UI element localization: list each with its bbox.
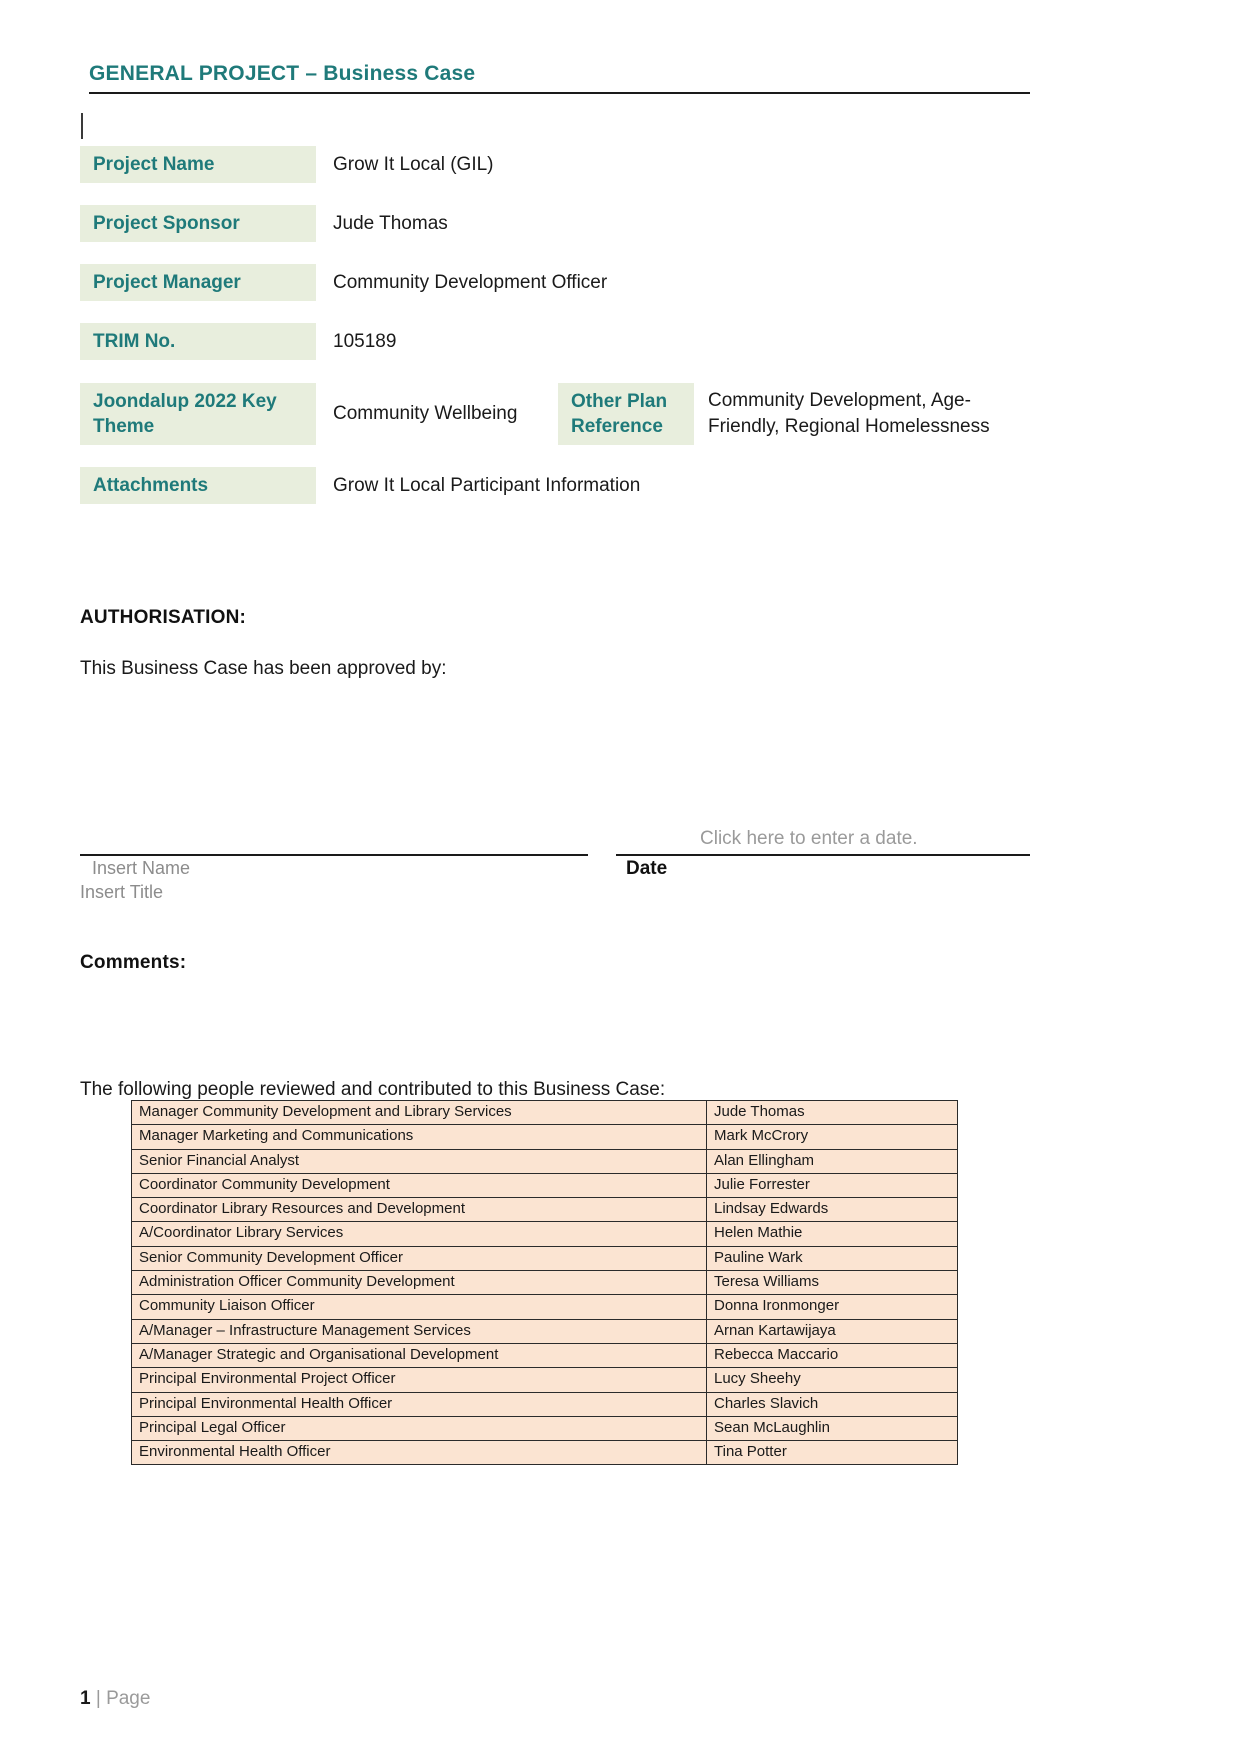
reviewer-role-cell: Coordinator Library Resources and Development xyxy=(132,1198,707,1222)
project-info-table xyxy=(80,146,1040,526)
info-label-key-theme: Joondalup 2022 Key Theme xyxy=(80,383,316,445)
table-row xyxy=(132,1125,958,1149)
table-row xyxy=(132,1222,958,1246)
info-row-attachments xyxy=(80,467,1040,504)
table-row xyxy=(132,1173,958,1197)
text-caret xyxy=(81,113,83,139)
info-label-project-name: Project Name xyxy=(80,146,316,183)
reviewer-role-cell: Senior Financial Analyst xyxy=(132,1149,707,1173)
reviewer-person-cell: Lucy Sheehy xyxy=(707,1368,958,1392)
reviewer-role-cell: A/Manager Strategic and Organisational Development xyxy=(132,1343,707,1367)
table-row xyxy=(132,1368,958,1392)
approved-by-text: This Business Case has been approved by: xyxy=(80,658,447,679)
insert-title-placeholder[interactable]: Insert Title xyxy=(80,882,164,902)
info-row-project-name xyxy=(80,146,1040,183)
info-row-trim-no xyxy=(80,323,1040,360)
authorisation-heading: AUTHORISATION: xyxy=(80,607,247,628)
info-label-other-plan-reference: Other Plan Reference xyxy=(558,383,694,445)
info-row-project-manager xyxy=(80,264,1040,301)
reviewer-person-cell: Charles Slavich xyxy=(707,1392,958,1416)
table-row xyxy=(132,1271,958,1295)
table-row xyxy=(132,1343,958,1367)
table-row xyxy=(132,1441,958,1465)
info-row-project-sponsor xyxy=(80,205,1040,242)
reviewer-role-cell: Principal Environmental Health Officer xyxy=(132,1392,707,1416)
signature-name-line xyxy=(80,854,588,856)
reviewer-role-cell: Manager Marketing and Communications xyxy=(132,1125,707,1149)
date-label: Date xyxy=(626,858,668,879)
reviewer-person-cell: Mark McCrory xyxy=(707,1125,958,1149)
info-value-project-manager[interactable]: Community Development Officer xyxy=(333,272,608,294)
info-label-project-manager: Project Manager xyxy=(80,264,316,301)
info-label-project-sponsor: Project Sponsor xyxy=(80,205,316,242)
reviewer-person-cell: Lindsay Edwards xyxy=(707,1198,958,1222)
table-row xyxy=(132,1246,958,1270)
table-row xyxy=(132,1149,958,1173)
info-value-attachments[interactable]: Grow It Local Participant Information xyxy=(333,475,641,497)
reviewer-person-cell: Arnan Kartawijaya xyxy=(707,1319,958,1343)
reviewer-role-cell: Environmental Health Officer xyxy=(132,1441,707,1465)
info-value-trim-no[interactable]: 105189 xyxy=(333,331,397,353)
info-value-other-plan-reference[interactable]: Community Development, Age-Friendly, Regional Homelessness xyxy=(708,390,990,437)
reviewers-intro-text: The following people reviewed and contributed to this Business Case: xyxy=(80,1079,666,1100)
reviewer-role-cell: Manager Community Development and Library Services xyxy=(132,1101,707,1125)
reviewer-role-cell: Principal Environmental Project Officer xyxy=(132,1368,707,1392)
info-label-trim-no: TRIM No. xyxy=(80,323,316,360)
footer-page-number: 1 xyxy=(80,1688,91,1709)
reviewers-table-body xyxy=(132,1101,958,1465)
reviewer-person-cell: Teresa Williams xyxy=(707,1271,958,1295)
document-title: GENERAL PROJECT – Business Case xyxy=(89,62,476,85)
reviewer-person-cell: Helen Mathie xyxy=(707,1222,958,1246)
reviewer-role-cell: Coordinator Community Development xyxy=(132,1173,707,1197)
insert-name-placeholder[interactable]: Insert Name xyxy=(92,858,191,878)
table-row xyxy=(132,1101,958,1125)
date-placeholder[interactable]: Click here to enter a date. xyxy=(700,828,918,849)
reviewer-role-cell: A/Coordinator Library Services xyxy=(132,1222,707,1246)
table-row xyxy=(132,1198,958,1222)
info-row-key-theme xyxy=(80,382,1040,445)
comments-heading: Comments: xyxy=(80,952,187,973)
info-value-project-name[interactable]: Grow It Local (GIL) xyxy=(333,154,494,175)
reviewer-person-cell: Sean McLaughlin xyxy=(707,1416,958,1440)
reviewer-person-cell: Julie Forrester xyxy=(707,1173,958,1197)
reviewer-role-cell: A/Manager – Infrastructure Management Services xyxy=(132,1319,707,1343)
table-row xyxy=(132,1392,958,1416)
reviewers-table xyxy=(131,1100,958,1465)
table-row xyxy=(132,1416,958,1440)
table-row xyxy=(132,1319,958,1343)
info-value-key-theme[interactable]: Community Wellbeing xyxy=(333,403,518,425)
reviewer-person-cell: Tina Potter xyxy=(707,1441,958,1465)
document-header xyxy=(89,62,1030,94)
signature-date-line xyxy=(616,854,1030,856)
info-value-project-sponsor[interactable]: Jude Thomas xyxy=(333,213,448,235)
reviewer-role-cell: Administration Officer Community Development xyxy=(132,1271,707,1295)
reviewer-person-cell: Rebecca Maccario xyxy=(707,1343,958,1367)
page-footer xyxy=(80,1688,150,1710)
info-label-attachments: Attachments xyxy=(80,467,316,504)
footer-page-suffix: | Page xyxy=(90,1688,151,1709)
reviewer-role-cell: Senior Community Development Officer xyxy=(132,1246,707,1270)
reviewer-person-cell: Pauline Wark xyxy=(707,1246,958,1270)
reviewer-role-cell: Community Liaison Officer xyxy=(132,1295,707,1319)
table-row xyxy=(132,1295,958,1319)
reviewer-person-cell: Donna Ironmonger xyxy=(707,1295,958,1319)
reviewer-role-cell: Principal Legal Officer xyxy=(132,1416,707,1440)
reviewer-person-cell: Jude Thomas xyxy=(707,1101,958,1125)
reviewer-person-cell: Alan Ellingham xyxy=(707,1149,958,1173)
header-divider xyxy=(89,92,1030,94)
